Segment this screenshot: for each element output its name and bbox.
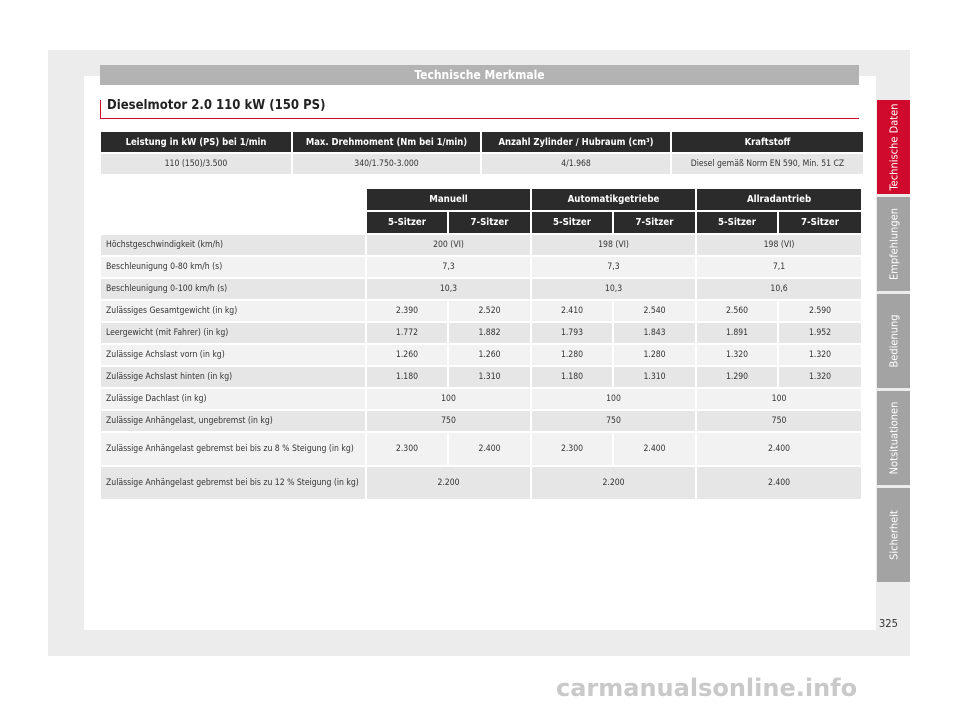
row-value: 2.400 (614, 433, 695, 465)
row-value: 1.180 (532, 367, 612, 387)
table-row (101, 345, 861, 365)
table-row (101, 411, 861, 431)
row-label: Leergewicht (mit Fahrer) (in kg) (101, 323, 365, 343)
table-row (101, 279, 861, 299)
row-value: 198 (VI) (697, 235, 861, 255)
row-label: Zulässige Achslast vorn (in kg) (101, 345, 365, 365)
seat-header: 7-Sitzer (614, 212, 695, 233)
engine-table (99, 130, 865, 176)
table-row (101, 323, 861, 343)
title-accent (100, 100, 101, 119)
seat-header: 7-Sitzer (779, 212, 861, 233)
engine-cell-cylinders: 4/1.968 (482, 154, 670, 174)
group-header-manual: Manuell (367, 189, 530, 210)
page-number: 325 (879, 617, 898, 630)
row-value: 7,1 (697, 257, 861, 277)
row-value: 7,3 (367, 257, 530, 277)
row-value: 198 (VI) (532, 235, 695, 255)
section-header: Technische Merkmale (100, 65, 859, 85)
engine-cell-torque: 340/1.750-3.000 (293, 154, 480, 174)
row-label: Zulässige Achslast hinten (in kg) (101, 367, 365, 387)
row-label: Höchstgeschwindigkeit (km/h) (101, 235, 365, 255)
row-value: 2.520 (449, 301, 530, 321)
row-value: 1.280 (532, 345, 612, 365)
row-value: 2.590 (779, 301, 861, 321)
row-value: 750 (532, 411, 695, 431)
row-value: 1.310 (614, 367, 695, 387)
side-tab-label: Notsituationen (887, 401, 900, 475)
row-value: 2.400 (697, 433, 861, 465)
seat-header: 7-Sitzer (449, 212, 530, 233)
row-label: Beschleunigung 0-100 km/h (s) (101, 279, 365, 299)
row-value: 2.400 (697, 467, 861, 499)
side-tab-technische-daten[interactable] (877, 100, 910, 194)
row-value: 1.320 (697, 345, 777, 365)
row-value: 1.882 (449, 323, 530, 343)
row-value: 2.560 (697, 301, 777, 321)
row-value: 1.843 (614, 323, 695, 343)
row-value: 1.793 (532, 323, 612, 343)
table-row (101, 235, 861, 255)
engine-header-fuel: Kraftstoff (672, 132, 863, 152)
table-row (101, 301, 861, 321)
row-value: 2.410 (532, 301, 612, 321)
row-label: Zulässige Dachlast (in kg) (101, 389, 365, 409)
row-value: 7,3 (532, 257, 695, 277)
row-label: Zulässige Anhängelast gebremst bei bis zu 8 % Steigung (in kg) (101, 433, 365, 465)
row-label: Zulässige Anhängelast, ungebremst (in kg) (101, 411, 365, 431)
title-rule (100, 118, 859, 119)
row-value: 1.891 (697, 323, 777, 343)
spec-corner-2 (101, 212, 365, 233)
page-title: Dieselmotor 2.0 110 kW (150 PS) (107, 98, 326, 113)
side-tab-label: Sicherheit (887, 510, 900, 560)
row-value: 10,6 (697, 279, 861, 299)
row-value: 10,3 (532, 279, 695, 299)
engine-cell-fuel: Diesel gemäß Norm EN 590, Min. 51 CZ (672, 154, 863, 174)
table-row (101, 389, 861, 409)
table-row (101, 257, 861, 277)
row-value: 2.300 (367, 433, 447, 465)
row-value: 2.390 (367, 301, 447, 321)
watermark: carmanualsonline.info (556, 674, 858, 702)
table-row (101, 467, 861, 499)
side-tab-label: Empfehlungen (887, 208, 900, 280)
side-tab-sicherheit[interactable] (877, 488, 910, 582)
row-value: 100 (532, 389, 695, 409)
row-value: 1.180 (367, 367, 447, 387)
engine-header-power: Leistung in kW (PS) bei 1/min (101, 132, 291, 152)
row-value: 2.200 (532, 467, 695, 499)
table-row (101, 433, 861, 465)
row-value: 1.952 (779, 323, 861, 343)
side-tab-label: Bedienung (887, 314, 900, 368)
row-value: 1.320 (779, 345, 861, 365)
row-value: 1.290 (697, 367, 777, 387)
row-value: 2.540 (614, 301, 695, 321)
side-tab-label: Technische Daten (887, 103, 900, 191)
row-value: 1.772 (367, 323, 447, 343)
row-value: 100 (367, 389, 530, 409)
engine-cell-power: 110 (150)/3.500 (101, 154, 291, 174)
row-value: 2.300 (532, 433, 612, 465)
row-value: 750 (367, 411, 530, 431)
group-header-awd: Allradantrieb (697, 189, 861, 210)
side-tab-bedienung[interactable] (877, 294, 910, 388)
row-value: 2.400 (449, 433, 530, 465)
side-tab-notsituationen[interactable] (877, 391, 910, 485)
spec-corner (101, 189, 365, 210)
spec-table (99, 187, 863, 501)
engine-header-cylinders: Anzahl Zylinder / Hubraum (cm³) (482, 132, 670, 152)
row-value: 1.260 (449, 345, 530, 365)
row-value: 750 (697, 411, 861, 431)
seat-header: 5-Sitzer (367, 212, 447, 233)
row-value: 200 (VI) (367, 235, 530, 255)
table-row (101, 367, 861, 387)
seat-header: 5-Sitzer (532, 212, 612, 233)
row-value: 10,3 (367, 279, 530, 299)
side-tab-empfehlungen[interactable] (877, 197, 910, 291)
row-value: 1.280 (614, 345, 695, 365)
row-label: Zulässige Anhängelast gebremst bei bis zu 12 % Steigung (in kg) (101, 467, 365, 499)
row-value: 1.260 (367, 345, 447, 365)
engine-header-torque: Max. Drehmoment (Nm bei 1/min) (293, 132, 480, 152)
row-value: 100 (697, 389, 861, 409)
row-label: Beschleunigung 0-80 km/h (s) (101, 257, 365, 277)
row-value: 1.310 (449, 367, 530, 387)
group-header-automatic: Automatikgetriebe (532, 189, 695, 210)
row-value: 1.320 (779, 367, 861, 387)
row-label: Zulässiges Gesamtgewicht (in kg) (101, 301, 365, 321)
row-value: 2.200 (367, 467, 530, 499)
seat-header: 5-Sitzer (697, 212, 777, 233)
